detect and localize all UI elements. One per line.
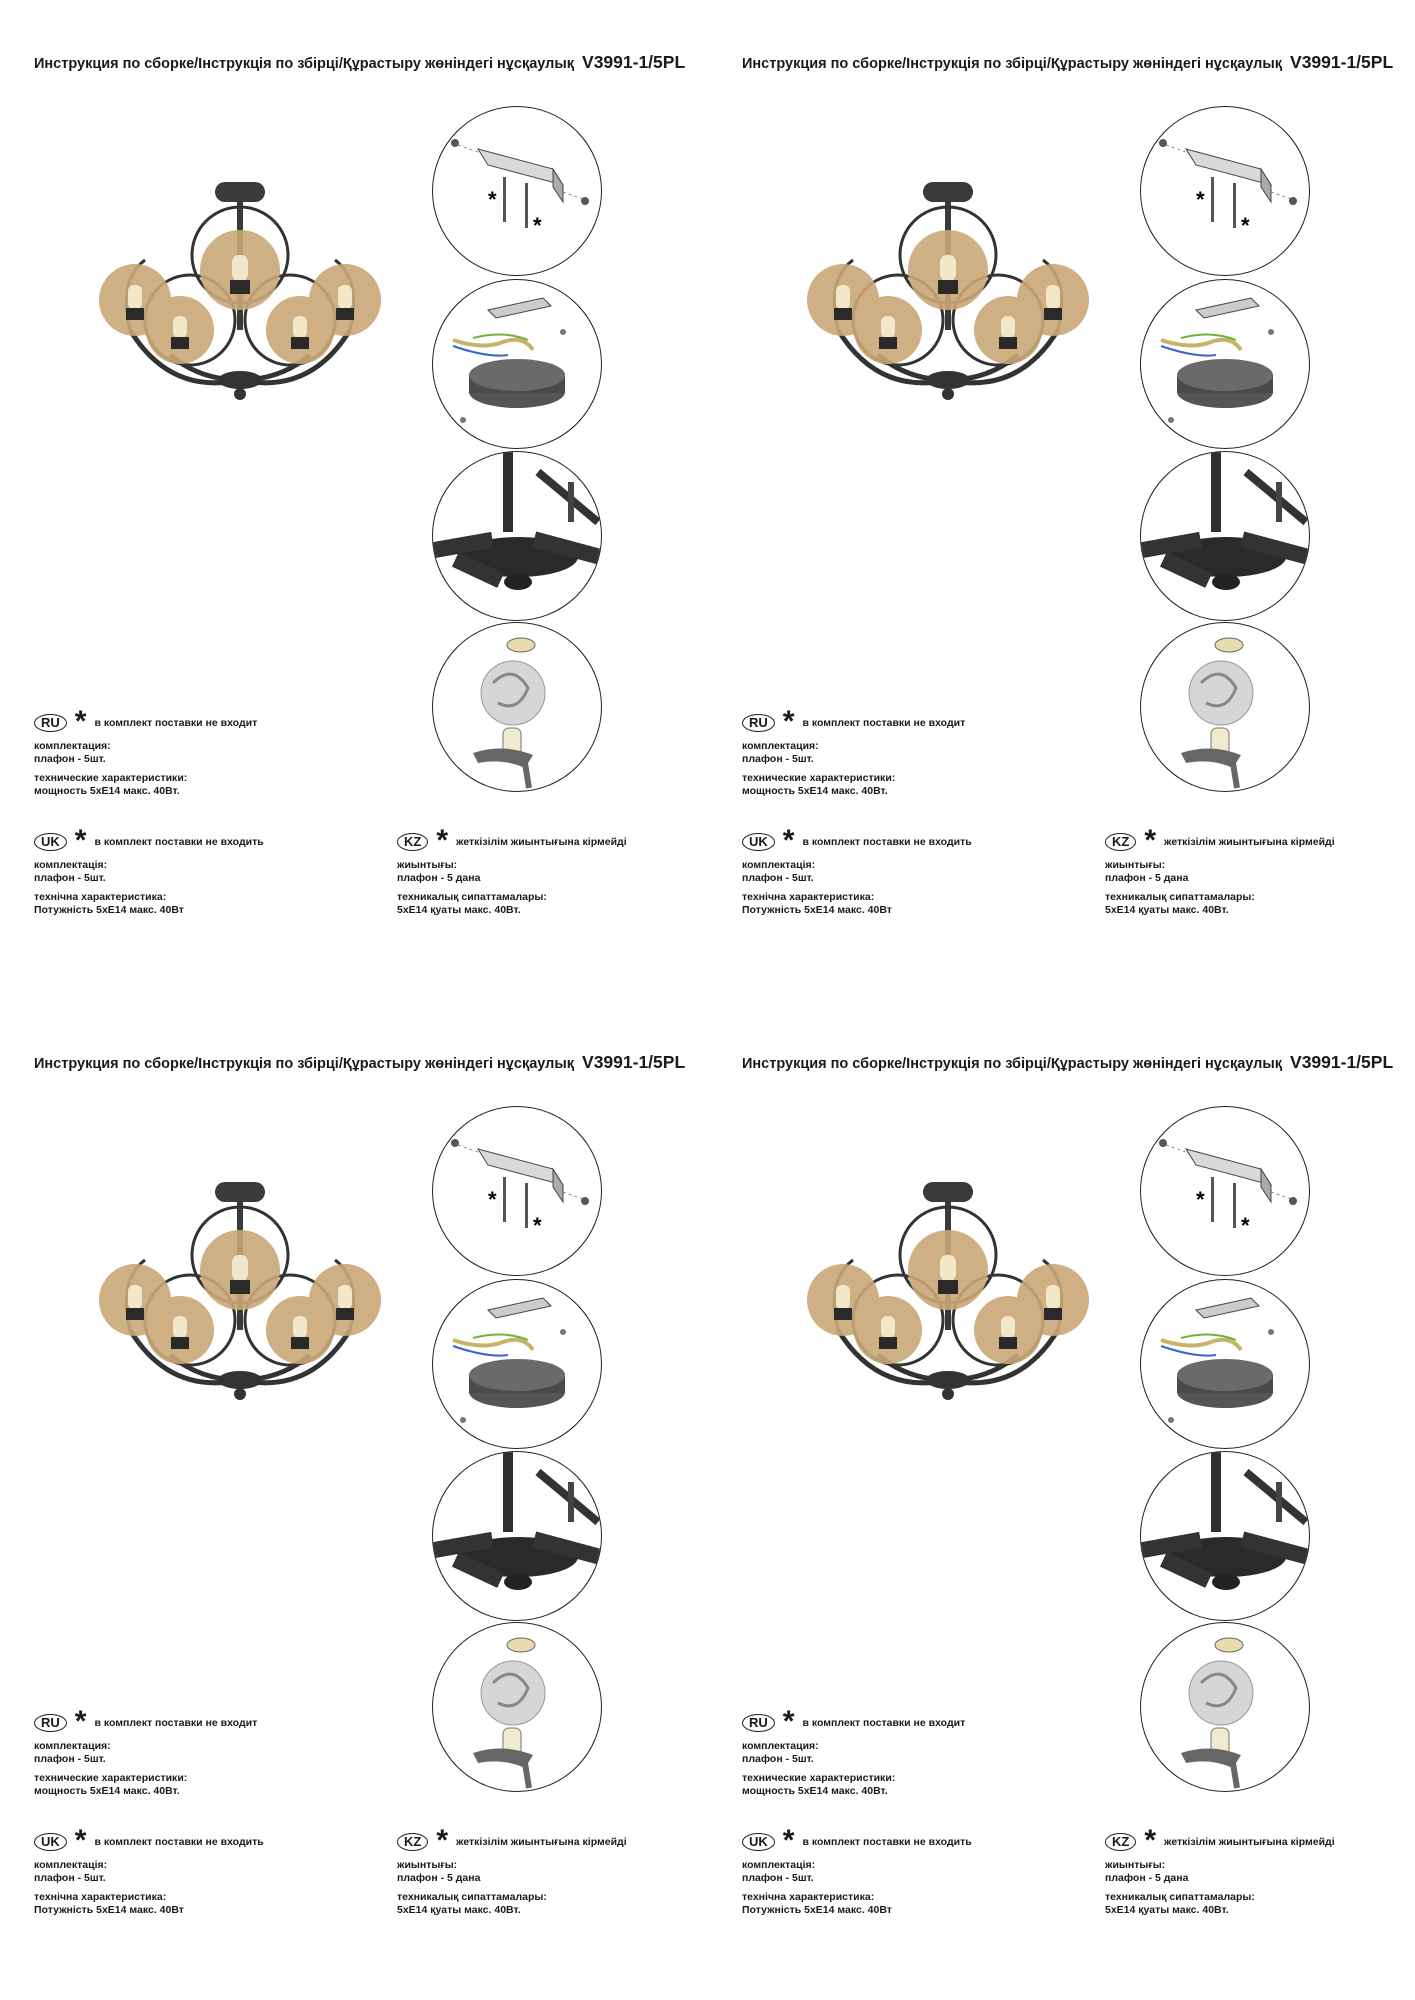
kz-spec-value: 5xE14 қуаты макс. 40Вт. xyxy=(1105,1904,1229,1916)
kz-not-included-note: жеткізілім жиынтығына кірмейді xyxy=(456,835,627,848)
kz-kit-label: жиынтығы: xyxy=(397,859,458,871)
asterisk-mark: * xyxy=(488,187,497,212)
sheet-title xyxy=(34,52,685,73)
asterisk-icon: * xyxy=(782,1824,795,1857)
kz-kit-value: плафон - 5 дана xyxy=(1105,872,1189,884)
title-text: Инструкция по сборке/Інструкція по збірці/Құрастыру жөніндегі нұсқаулық xyxy=(742,1056,1282,1072)
ru-section xyxy=(742,1705,966,1798)
step-1-bracket-mounting xyxy=(432,1106,602,1276)
ru-language-badge: RU xyxy=(742,714,775,732)
instruction-sheet xyxy=(708,1000,1415,2000)
asterisk-mark: * xyxy=(488,1187,497,1212)
uk-kit-label: комплектація: xyxy=(742,859,816,871)
kz-language-badge: KZ xyxy=(397,833,428,851)
kz-spec-value: 5xE14 қуаты макс. 40Вт. xyxy=(397,904,521,916)
instruction-sheet xyxy=(0,1000,707,2000)
chandelier-illustration xyxy=(90,1180,390,1420)
model-number: V3991-1/5PL xyxy=(582,1052,686,1072)
ru-language-badge: RU xyxy=(34,1714,67,1732)
kz-section xyxy=(397,824,627,917)
uk-kit-label: комплектація: xyxy=(34,859,108,871)
step-1-bracket-mounting xyxy=(1140,1106,1310,1276)
uk-spec-label: технічна характеристика: xyxy=(34,891,167,903)
step-3-arms-assembly xyxy=(1140,1451,1310,1621)
title-text: Инструкция по сборке/Інструкція по збірці/Құрастыру жөніндегі нұсқаулық xyxy=(34,1056,574,1072)
instruction-sheet xyxy=(0,0,707,1000)
kz-section xyxy=(1105,824,1335,917)
asterisk-icon: * xyxy=(436,824,449,857)
asterisk-mark: * xyxy=(1196,187,1205,212)
ru-spec-label: технические характеристики: xyxy=(742,1772,896,1784)
kz-spec-label: техникалық сипаттамалары: xyxy=(1105,1891,1255,1903)
uk-not-included-note: в комплект поставки не входить xyxy=(802,1835,972,1848)
uk-kit-label: комплектація: xyxy=(742,1859,816,1871)
asterisk-mark: * xyxy=(533,213,542,238)
step-4-shade-install xyxy=(1140,622,1310,792)
model-number: V3991-1/5PL xyxy=(1290,1052,1394,1072)
asterisk-icon: * xyxy=(782,824,795,857)
asterisk-icon: * xyxy=(782,1705,795,1738)
step-2-wiring-canopy xyxy=(1140,1279,1310,1449)
instruction-sheet xyxy=(708,0,1415,1000)
step-4-shade-install xyxy=(432,1622,602,1792)
kz-kit-label: жиынтығы: xyxy=(1105,859,1166,871)
ru-spec-value: мощность 5xE14 макс. 40Вт. xyxy=(742,785,888,797)
uk-section xyxy=(34,824,264,917)
step-3-arms-assembly xyxy=(432,451,602,621)
uk-spec-value: Потужність 5xE14 макс. 40Вт xyxy=(34,904,184,916)
step-3-arms-assembly xyxy=(1140,451,1310,621)
uk-language-badge: UK xyxy=(742,1833,775,1851)
step-2-wiring-canopy xyxy=(432,279,602,449)
chandelier-illustration xyxy=(90,180,390,420)
step-4-shade-install xyxy=(432,622,602,792)
uk-spec-value: Потужність 5xE14 макс. 40Вт xyxy=(742,904,892,916)
kz-language-badge: KZ xyxy=(397,1833,428,1851)
asterisk-icon: * xyxy=(74,705,87,738)
kz-language-badge: KZ xyxy=(1105,1833,1136,1851)
ru-kit-value: плафон - 5шт. xyxy=(742,753,814,765)
ru-kit-label: комплектация: xyxy=(34,1740,111,1752)
sheet-title xyxy=(34,1052,685,1073)
ru-not-included-note: в комплект поставки не входит xyxy=(94,1716,258,1729)
step-4-shade-install xyxy=(1140,1622,1310,1792)
ru-section xyxy=(742,705,966,798)
uk-language-badge: UK xyxy=(742,833,775,851)
uk-kit-value: плафон - 5шт. xyxy=(34,872,106,884)
asterisk-icon: * xyxy=(74,824,87,857)
chandelier-illustration xyxy=(798,180,1098,420)
kz-kit-value: плафон - 5 дана xyxy=(397,872,481,884)
uk-kit-value: плафон - 5шт. xyxy=(34,1872,106,1884)
asterisk-icon: * xyxy=(1144,824,1157,857)
step-2-wiring-canopy xyxy=(432,1279,602,1449)
uk-spec-label: технічна характеристика: xyxy=(742,1891,875,1903)
kz-not-included-note: жеткізілім жиынтығына кірмейді xyxy=(1164,1835,1335,1848)
model-number: V3991-1/5PL xyxy=(1290,52,1394,72)
title-text: Инструкция по сборке/Інструкція по збірці/Құрастыру жөніндегі нұсқаулық xyxy=(742,56,1282,72)
kz-kit-value: плафон - 5 дана xyxy=(397,1872,481,1884)
ru-language-badge: RU xyxy=(742,1714,775,1732)
uk-spec-label: технічна характеристика: xyxy=(34,1891,167,1903)
kz-kit-value: плафон - 5 дана xyxy=(1105,1872,1189,1884)
step-1-bracket-mounting xyxy=(432,106,602,276)
step-1-bracket-mounting xyxy=(1140,106,1310,276)
step-2-wiring-canopy xyxy=(1140,279,1310,449)
kz-not-included-note: жеткізілім жиынтығына кірмейді xyxy=(1164,835,1335,848)
model-number: V3991-1/5PL xyxy=(582,52,686,72)
ru-kit-label: комплектация: xyxy=(742,1740,819,1752)
kz-kit-label: жиынтығы: xyxy=(1105,1859,1166,1871)
uk-not-included-note: в комплект поставки не входить xyxy=(802,835,972,848)
ru-kit-label: комплектация: xyxy=(742,740,819,752)
uk-section xyxy=(34,1824,264,1917)
ru-kit-label: комплектация: xyxy=(34,740,111,752)
ru-language-badge: RU xyxy=(34,714,67,732)
kz-spec-value: 5xE14 қуаты макс. 40Вт. xyxy=(397,1904,521,1916)
uk-language-badge: UK xyxy=(34,1833,67,1851)
title-text: Инструкция по сборке/Інструкція по збірці/Құрастыру жөніндегі нұсқаулық xyxy=(34,56,574,72)
uk-spec-value: Потужність 5xE14 макс. 40Вт xyxy=(742,1904,892,1916)
ru-spec-value: мощность 5xE14 макс. 40Вт. xyxy=(742,1785,888,1797)
asterisk-icon: * xyxy=(782,705,795,738)
asterisk-icon: * xyxy=(436,1824,449,1857)
ru-spec-label: технические характеристики: xyxy=(742,772,896,784)
asterisk-mark: * xyxy=(533,1213,542,1238)
sheet-title xyxy=(742,52,1393,73)
asterisk-mark: * xyxy=(1241,213,1250,238)
asterisk-mark: * xyxy=(1196,1187,1205,1212)
uk-language-badge: UK xyxy=(34,833,67,851)
uk-not-included-note: в комплект поставки не входить xyxy=(94,1835,264,1848)
kz-spec-label: техникалық сипаттамалары: xyxy=(397,891,547,903)
ru-not-included-note: в комплект поставки не входит xyxy=(802,716,966,729)
uk-kit-label: комплектація: xyxy=(34,1859,108,1871)
uk-kit-value: плафон - 5шт. xyxy=(742,872,814,884)
ru-section xyxy=(34,1705,258,1798)
asterisk-icon: * xyxy=(74,1824,87,1857)
ru-spec-value: мощность 5xE14 макс. 40Вт. xyxy=(34,785,180,797)
uk-kit-value: плафон - 5шт. xyxy=(742,1872,814,1884)
kz-spec-value: 5xE14 қуаты макс. 40Вт. xyxy=(1105,904,1229,916)
ru-spec-value: мощность 5xE14 макс. 40Вт. xyxy=(34,1785,180,1797)
ru-not-included-note: в комплект поставки не входит xyxy=(802,1716,966,1729)
kz-section xyxy=(397,1824,627,1917)
ru-section xyxy=(34,705,258,798)
step-3-arms-assembly xyxy=(432,1451,602,1621)
kz-section xyxy=(1105,1824,1335,1917)
ru-spec-label: технические характеристики: xyxy=(34,1772,188,1784)
ru-kit-value: плафон - 5шт. xyxy=(34,753,106,765)
ru-not-included-note: в комплект поставки не входит xyxy=(94,716,258,729)
kz-spec-label: техникалық сипаттамалары: xyxy=(397,1891,547,1903)
ru-spec-label: технические характеристики: xyxy=(34,772,188,784)
uk-not-included-note: в комплект поставки не входить xyxy=(94,835,264,848)
uk-section xyxy=(742,824,972,917)
asterisk-icon: * xyxy=(74,1705,87,1738)
kz-not-included-note: жеткізілім жиынтығына кірмейді xyxy=(456,1835,627,1848)
uk-section xyxy=(742,1824,972,1917)
uk-spec-value: Потужність 5xE14 макс. 40Вт xyxy=(34,1904,184,1916)
kz-spec-label: техникалық сипаттамалары: xyxy=(1105,891,1255,903)
ru-kit-value: плафон - 5шт. xyxy=(742,1753,814,1765)
asterisk-mark: * xyxy=(1241,1213,1250,1238)
kz-language-badge: KZ xyxy=(1105,833,1136,851)
ru-kit-value: плафон - 5шт. xyxy=(34,1753,106,1765)
chandelier-illustration xyxy=(798,1180,1098,1420)
uk-spec-label: технічна характеристика: xyxy=(742,891,875,903)
asterisk-icon: * xyxy=(1144,1824,1157,1857)
sheet-title xyxy=(742,1052,1393,1073)
kz-kit-label: жиынтығы: xyxy=(397,1859,458,1871)
